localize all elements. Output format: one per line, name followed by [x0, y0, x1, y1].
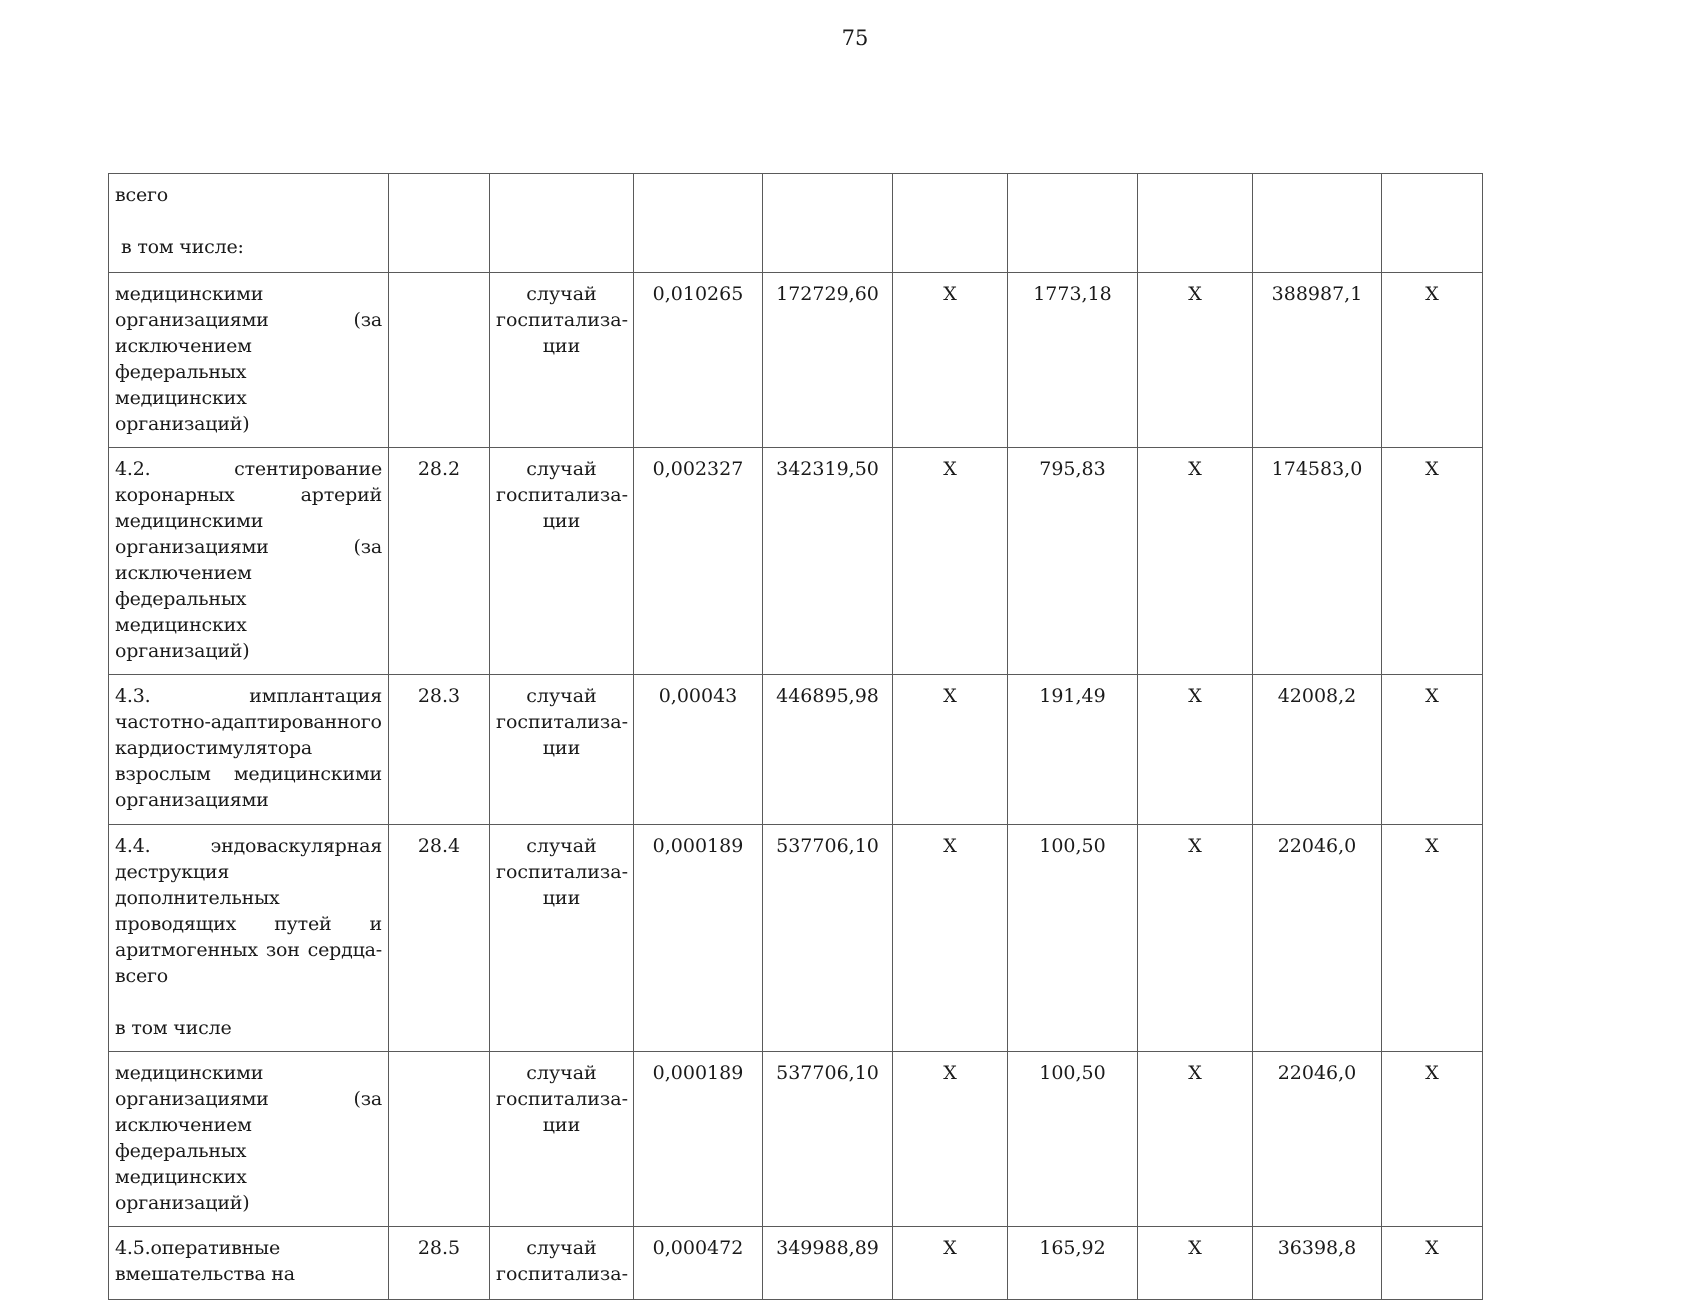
cell-code: 28.5	[389, 1227, 490, 1300]
cell-col6: Х	[893, 448, 1008, 675]
cell-col8: Х	[1138, 825, 1253, 1052]
name-text: в том числе:	[121, 236, 244, 258]
name-text: 4.2. стентирование коронарных артерий медицинскими организациями (за исключением федеральных медицинских организаций)	[115, 458, 382, 662]
cell-col10: Х	[1382, 675, 1483, 825]
cell-rate: 0,00043	[634, 675, 763, 825]
cell-rate: 0,000472	[634, 1227, 763, 1300]
table-row	[109, 1052, 1483, 1227]
cell-total	[1253, 174, 1382, 273]
cell-cost	[763, 174, 893, 273]
cell-per-capita: 100,50	[1008, 825, 1138, 1052]
cell-code	[389, 174, 490, 273]
cell-name	[109, 1052, 389, 1227]
table-row	[109, 448, 1483, 675]
cell-unit	[490, 174, 634, 273]
cell-code: 28.3	[389, 675, 490, 825]
cell-col8: Х	[1138, 675, 1253, 825]
cell-per-capita: 795,83	[1008, 448, 1138, 675]
table-row	[109, 273, 1483, 448]
cell-per-capita: 100,50	[1008, 1052, 1138, 1227]
cell-col10	[1382, 174, 1483, 273]
cell-col10: Х	[1382, 273, 1483, 448]
cell-col6: Х	[893, 1052, 1008, 1227]
cell-unit: случай госпитализа-	[490, 1227, 634, 1300]
table-row	[109, 675, 1483, 825]
name-text: медицинскими организациями (за исключением федеральных медицинских организаций)	[115, 1062, 382, 1214]
name-text: 4.3. имплантация частотно-адаптированного кардиостимулятора взрослым медицинскими организациями	[115, 685, 382, 811]
cell-total: 42008,2	[1253, 675, 1382, 825]
cell-cost: 446895,98	[763, 675, 893, 825]
cell-col6: Х	[893, 273, 1008, 448]
cell-total: 174583,0	[1253, 448, 1382, 675]
cell-col6: Х	[893, 825, 1008, 1052]
cell-unit: случай госпитализа-ции	[490, 273, 634, 448]
cell-name	[109, 448, 389, 675]
cell-col10: Х	[1382, 1227, 1483, 1300]
cell-col8	[1138, 174, 1253, 273]
cell-code: 28.4	[389, 825, 490, 1052]
cell-col6: Х	[893, 675, 1008, 825]
table-row	[109, 174, 1483, 273]
cell-per-capita	[1008, 174, 1138, 273]
cell-total: 22046,0	[1253, 825, 1382, 1052]
cell-col10: Х	[1382, 825, 1483, 1052]
name-text: 4.5.оперативные вмешательства на	[115, 1237, 295, 1285]
cell-rate: 0,000189	[634, 1052, 763, 1227]
cell-unit: случай госпитализа-ции	[490, 825, 634, 1052]
cell-rate: 0,010265	[634, 273, 763, 448]
page-number: 75	[841, 26, 869, 50]
cell-name	[109, 1227, 389, 1300]
cell-code	[389, 273, 490, 448]
cell-unit: случай госпитализа-ции	[490, 675, 634, 825]
cell-name	[109, 825, 389, 1052]
cell-code: 28.2	[389, 448, 490, 675]
cell-rate: 0,002327	[634, 448, 763, 675]
cell-col8: Х	[1138, 1052, 1253, 1227]
cell-name	[109, 675, 389, 825]
cell-col8: Х	[1138, 1227, 1253, 1300]
cell-name	[109, 174, 389, 273]
cell-rate	[634, 174, 763, 273]
table-row	[109, 1227, 1483, 1300]
cell-cost: 172729,60	[763, 273, 893, 448]
name-text: в том числе	[115, 1017, 232, 1039]
cell-per-capita: 1773,18	[1008, 273, 1138, 448]
cell-col8: Х	[1138, 273, 1253, 448]
cell-per-capita: 191,49	[1008, 675, 1138, 825]
cell-unit: случай госпитализа-ции	[490, 448, 634, 675]
cell-per-capita: 165,92	[1008, 1227, 1138, 1300]
cell-rate: 0,000189	[634, 825, 763, 1052]
cell-total: 36398,8	[1253, 1227, 1382, 1300]
cell-col10: Х	[1382, 1052, 1483, 1227]
cell-total: 22046,0	[1253, 1052, 1382, 1227]
name-text: медицинскими организациями (за исключением федеральных медицинских организаций)	[115, 283, 382, 435]
table-row	[109, 825, 1483, 1052]
name-text: всего	[115, 184, 168, 206]
cell-col10: Х	[1382, 448, 1483, 675]
cell-total: 388987,1	[1253, 273, 1382, 448]
cell-code	[389, 1052, 490, 1227]
cell-cost: 537706,10	[763, 825, 893, 1052]
cell-cost: 537706,10	[763, 1052, 893, 1227]
cell-col6	[893, 174, 1008, 273]
cell-cost: 342319,50	[763, 448, 893, 675]
cell-col6: Х	[893, 1227, 1008, 1300]
cell-col8: Х	[1138, 448, 1253, 675]
cell-cost: 349988,89	[763, 1227, 893, 1300]
cell-unit: случай госпитализа-ции	[490, 1052, 634, 1227]
cell-name	[109, 273, 389, 448]
data-table	[108, 173, 1483, 1300]
name-text: 4.4. эндоваскулярная деструкция дополнительных проводящих путей и аритмогенных зон сердца-всего	[115, 835, 382, 987]
